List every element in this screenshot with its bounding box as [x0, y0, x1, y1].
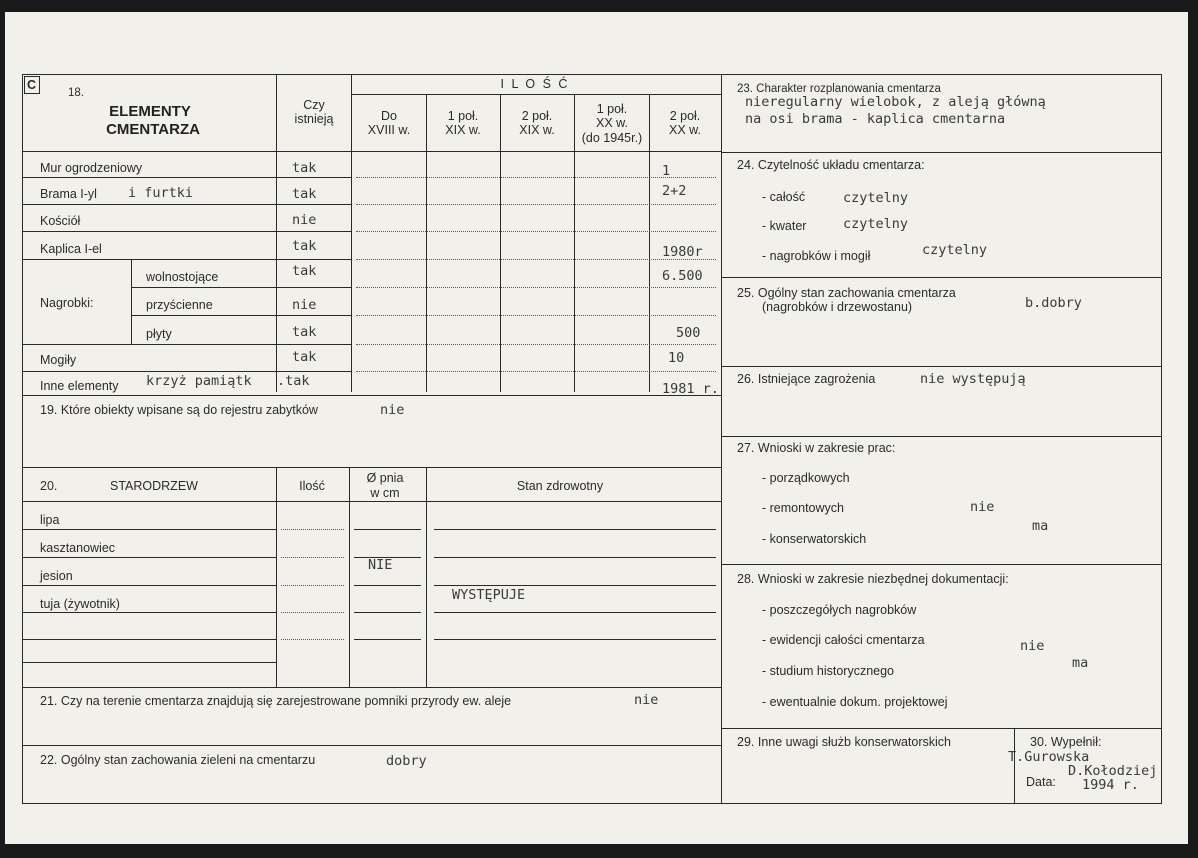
row-przysc-label: przyścienne: [146, 298, 213, 312]
nagrobki-label: Nagrobki:: [40, 296, 94, 310]
row-kosciol-exists: nie: [292, 212, 317, 228]
q24-value-kwater: czytelny: [843, 216, 909, 232]
q27-item-konserwatorskich: - konserwatorskich: [762, 532, 867, 546]
q30-name2: D.Kołodziej: [1068, 763, 1158, 779]
tree-row-jesion: jesion: [40, 569, 73, 583]
q27-item-porzadkowych: - porządkowych: [762, 471, 850, 485]
trees-col-pnia-l2: w cm: [370, 486, 400, 500]
elements-title-line2: CMENTARZA: [106, 121, 200, 138]
trees-col-pnia-l1: Ø pnia: [366, 471, 404, 485]
q26-label: 26. Istniejące zagrożenia: [737, 372, 876, 386]
period-4-l3: (do 1945r.): [581, 131, 643, 145]
q22-label: 22. Ogólny stan zachowania zieleni na cmentarzu: [40, 753, 316, 767]
q27-item-remontowych: - remontowych: [762, 501, 844, 515]
period-5-l1: 2 poł.: [669, 109, 701, 123]
period-1-l1: Do: [381, 109, 397, 123]
q30-date: 1994 r.: [1082, 777, 1139, 793]
q22-value: dobry: [386, 753, 427, 769]
tree-row-tuja: tuja (żywotnik): [40, 597, 120, 611]
row-mogily-exists: tak: [292, 349, 317, 365]
q24-label: 24. Czytelność układu cmentarza:: [737, 158, 925, 172]
q28-label: 28. Wnioski w zakresie niezbędnej dokumentacji:: [737, 572, 1009, 586]
row-plyty-exists: tak: [292, 324, 317, 340]
period-3-l2: XIX w.: [519, 123, 555, 137]
q20-number: 20.: [40, 479, 58, 493]
q29-label: 29. Inne uwagi służb konserwatorskich: [737, 735, 952, 749]
trees-stan-value: WYSTĘPUJE: [452, 587, 526, 603]
q24-value-nagrobkow: czytelny: [922, 242, 988, 258]
trees-pnia-value: NIE: [368, 557, 393, 573]
row-inne-label: Inne elementy: [40, 379, 119, 393]
row-mur-exists: tak: [292, 160, 317, 176]
row-plyty-qty: 500: [676, 325, 701, 341]
q25-line1: 25. Ogólny stan zachowania cmentarza: [737, 286, 956, 300]
q26-value: nie występują: [920, 371, 1026, 387]
row-inne-qty: 1981 r.: [662, 381, 719, 397]
period-5-l2: XX w.: [669, 123, 701, 137]
q30-data-label: Data:: [1026, 775, 1056, 789]
q24-value-calosc: czytelny: [843, 190, 909, 206]
q19-value: nie: [380, 402, 405, 418]
section-letter: C: [27, 78, 37, 92]
q24-item-kwater: - kwater: [762, 219, 807, 233]
trees-col-ilosc: Ilość: [299, 479, 325, 493]
row-wolno-exists: tak: [292, 263, 317, 279]
q27-label: 27. Wnioski w zakresie prac:: [737, 441, 896, 455]
ilosc-header: I L O Ś Ć: [500, 77, 570, 91]
tree-row-kasztanowiec: kasztanowiec: [40, 541, 116, 555]
q28-item-studium: - studium historycznego: [762, 664, 895, 678]
q27-value-nie: nie: [970, 499, 995, 515]
q28-item-ewidencji: - ewidencji całości cmentarza: [762, 633, 925, 647]
q28-value-ma: ma: [1072, 655, 1089, 671]
q27-value-ma: ma: [1032, 518, 1049, 534]
czy-header-line2: istnieją: [294, 112, 334, 126]
row-brama-qty: 2+2: [662, 183, 687, 199]
q30-name1: T.Gurowska: [1008, 749, 1090, 765]
row-wolno-label: wolnostojące: [146, 270, 219, 284]
row-mogily-qty: 10: [668, 350, 685, 366]
q24-item-nagrobkow: - nagrobków i mogił: [762, 249, 871, 263]
row-kaplica-qty: 1980r: [662, 244, 703, 260]
q23-line1: nieregularny wielobok, z aleją główną: [745, 94, 1046, 110]
row-kaplica-exists: tak: [292, 238, 317, 254]
trees-col-stan: Stan zdrowotny: [516, 479, 604, 493]
row-brama-label: Brama I-yl: [40, 187, 97, 201]
period-4-l1: 1 poł.: [596, 102, 628, 116]
q23-label: 23. Charakter rozplanowania cmentarza: [737, 83, 941, 95]
row-inne-exists: .tak: [277, 373, 310, 389]
q19-label: 19. Które obiekty wpisane są do rejestru zabytków: [40, 403, 318, 417]
period-4-l2: XX w.: [596, 116, 628, 130]
row-mur-label: Mur ogrodzeniowy: [40, 161, 143, 175]
period-3-l1: 2 poł.: [521, 109, 553, 123]
row-przysc-exists: nie: [292, 297, 317, 313]
period-1-l2: XVIII w.: [367, 123, 411, 137]
row-kaplica-label: Kaplica I-el: [40, 242, 102, 256]
row-plyty-label: płyty: [146, 327, 172, 341]
q28-item-projektowej: - ewentualnie dokum. projektowej: [762, 695, 948, 709]
q30-label: 30. Wypełnił:: [1030, 735, 1102, 749]
period-2-l1: 1 poł.: [447, 109, 479, 123]
czy-header-line1: Czy: [303, 98, 325, 112]
period-2-l2: XIX w.: [445, 123, 481, 137]
q23-line2: na osi brama - kaplica cmentarna: [745, 111, 1006, 127]
q25-line2: (nagrobków i drzewostanu): [762, 300, 913, 314]
q21-value: nie: [634, 692, 659, 708]
row-brama-extra: i furtki: [128, 185, 194, 201]
trees-title: STARODRZEW: [110, 479, 198, 493]
elements-title-line1: ELEMENTY: [109, 103, 191, 120]
tree-row-lipa: lipa: [40, 513, 60, 527]
q28-value-nie: nie: [1020, 638, 1045, 654]
section-number-18: 18.: [68, 87, 84, 99]
row-inne-extra: krzyż pamiątk: [146, 373, 252, 389]
row-brama-exists: tak: [292, 186, 317, 202]
q21-label: 21. Czy na terenie cmentarza znajdują się zarejestrowane pomniki przyrody ew. aleje: [40, 694, 512, 708]
q24-item-calosc: - całość: [762, 190, 806, 204]
q28-item-nagrobkow: - poszczegółych nagrobków: [762, 603, 917, 617]
q25-value: b.dobry: [1025, 295, 1082, 311]
row-wolno-qty: 6.500: [662, 268, 703, 284]
row-mogily-label: Mogiły: [40, 353, 77, 367]
row-mur-qty: 1: [662, 163, 671, 179]
row-kosciol-label: Kościół: [40, 214, 81, 228]
